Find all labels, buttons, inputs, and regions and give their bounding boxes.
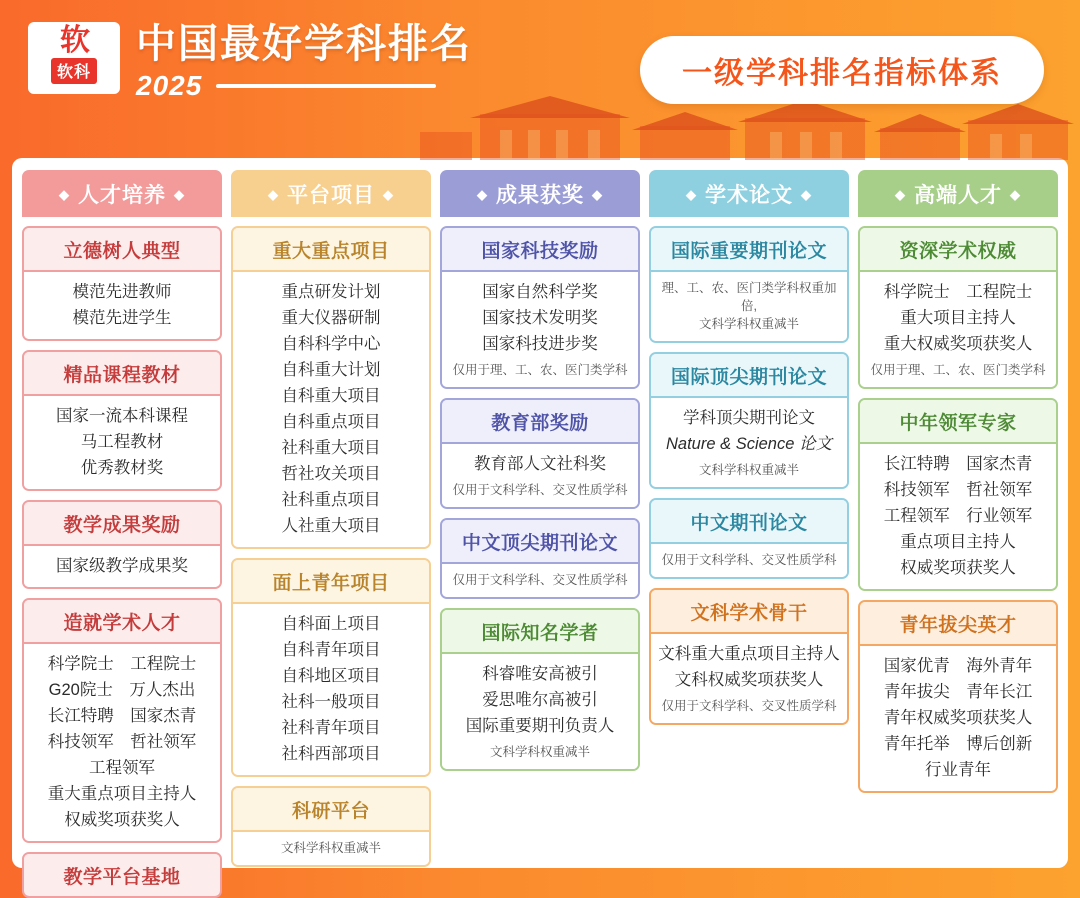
card-line: 科睿唯安高被引 <box>482 665 598 683</box>
card-wrapper <box>22 226 222 341</box>
diamond-icon: ◆ <box>592 187 603 202</box>
column-header-talent <box>22 170 222 217</box>
card-line: 科学院士 工程院士 <box>883 283 1033 301</box>
page-title: 中国最好学科排名 <box>136 22 472 66</box>
column-platform <box>231 170 431 856</box>
card-note-line: 仅用于理、工、农、医门类学科 <box>870 363 1046 377</box>
column-title: 学术论文 <box>705 184 793 207</box>
card-note <box>657 461 841 479</box>
card-line: 模范先进学生 <box>72 309 172 327</box>
column-title: 成果获奖 <box>496 184 584 207</box>
card-body <box>860 442 1056 589</box>
card-line: 学科顶尖期刊论文 <box>683 409 815 427</box>
card-line: 科学院士 工程院士 <box>47 655 197 673</box>
card-wrapper <box>231 226 431 549</box>
card-note-line: 仅用于文科学科、交叉性质学科 <box>661 699 837 713</box>
indicator-card[interactable] <box>649 352 849 489</box>
column-awards <box>440 170 640 856</box>
card-note <box>448 571 632 589</box>
card-title: 科研平台 <box>233 788 429 830</box>
card-line: 国家级教学成果奖 <box>56 557 188 575</box>
card-body <box>233 830 429 865</box>
card-body <box>651 632 847 723</box>
card-line: 科技领军 哲社领军 <box>883 481 1033 499</box>
logo-text: 软科 <box>51 58 97 84</box>
card-line: 文科重大重点项目主持人 <box>658 645 840 663</box>
card-line: 工程领军 行业领军 <box>883 507 1033 525</box>
card-title: 精品课程教材 <box>24 352 220 394</box>
indicator-card[interactable] <box>22 226 222 341</box>
card-body <box>860 270 1056 387</box>
indicator-card[interactable] <box>649 588 849 725</box>
column-header-elite <box>858 170 1058 217</box>
card-line: 重大项目主持人 <box>900 309 1016 327</box>
indicator-card[interactable] <box>22 500 222 589</box>
card-body <box>24 394 220 489</box>
card-body <box>24 642 220 841</box>
card-title: 教育部奖励 <box>442 400 638 442</box>
card-note <box>657 279 841 333</box>
card-line: 哲社攻关项目 <box>281 465 381 483</box>
card-wrapper <box>440 226 640 389</box>
card-note <box>239 839 423 857</box>
card-line: 自科重大项目 <box>281 387 381 405</box>
title-block <box>136 22 472 102</box>
card-line: 国家自然科学奖 <box>482 283 598 301</box>
card-note-line: 文科学科权重减半 <box>698 463 799 477</box>
column-title: 平台项目 <box>287 184 375 207</box>
indicator-card[interactable] <box>440 518 640 599</box>
card-title: 国际知名学者 <box>442 610 638 652</box>
card-title: 中年领军专家 <box>860 400 1056 442</box>
card-line: Nature & Science 论文 <box>666 435 832 453</box>
card-line: 模范先进教师 <box>72 283 172 301</box>
card-note-line: 文科学科权重减半 <box>280 841 381 855</box>
card-line: 国家科技进步奖 <box>482 335 598 353</box>
card-title: 造就学术人才 <box>24 600 220 642</box>
card-line: 社科重点项目 <box>281 491 381 509</box>
card-line: 重大权威奖项获奖人 <box>883 335 1033 353</box>
card-wrapper <box>858 226 1058 389</box>
indicator-card[interactable] <box>440 608 640 771</box>
card-wrapper <box>440 608 640 771</box>
card-line: 社科青年项目 <box>281 719 381 737</box>
card-note-line: 理、工、农、医门类学科权重加倍, <box>661 281 837 313</box>
card-wrapper <box>649 352 849 489</box>
card-note <box>657 551 841 569</box>
diamond-icon: ◆ <box>1010 187 1021 202</box>
card-line: 自科地区项目 <box>281 667 381 685</box>
page-header <box>0 0 1080 160</box>
card-line: 优秀教材奖 <box>80 459 164 477</box>
card-title: 中文期刊论文 <box>651 500 847 542</box>
card-line: 青年权威奖项获奖人 <box>883 709 1033 727</box>
card-body <box>651 396 847 487</box>
card-body <box>860 644 1056 791</box>
card-title: 国际顶尖期刊论文 <box>651 354 847 396</box>
card-wrapper <box>649 226 849 343</box>
card-note-line: 仅用于文科学科、交叉性质学科 <box>452 573 628 587</box>
card-line: G20院士 万人杰出 <box>48 681 196 699</box>
banner-text: 一级学科排名指标体系 <box>682 57 1002 90</box>
card-line: 长江特聘 国家杰青 <box>47 707 197 725</box>
card-note <box>866 361 1050 379</box>
card-line: 青年托举 博后创新 <box>883 735 1033 753</box>
card-line: 人社重大项目 <box>281 517 381 535</box>
card-line: 工程领军 <box>89 759 155 777</box>
edition-year: 2025 <box>136 70 203 101</box>
card-note-line: 仅用于理、工、农、医门类学科 <box>452 363 628 377</box>
indicator-card[interactable] <box>858 398 1058 591</box>
indicator-card[interactable] <box>649 226 849 343</box>
card-note <box>657 697 841 715</box>
indicator-card[interactable] <box>858 600 1058 793</box>
card-wrapper <box>22 598 222 843</box>
card-body <box>24 270 220 339</box>
title-rule <box>216 84 436 88</box>
diamond-icon: ◆ <box>801 187 812 202</box>
card-wrapper <box>231 558 431 777</box>
card-title: 教学成果奖励 <box>24 502 220 544</box>
card-title: 国际重要期刊论文 <box>651 228 847 270</box>
diamond-icon: ◆ <box>895 187 906 202</box>
card-title: 青年拔尖英才 <box>860 602 1056 644</box>
card-line: 自科科学中心 <box>281 335 381 353</box>
card-line: 国家技术发明奖 <box>482 309 598 327</box>
column-talent <box>22 170 222 888</box>
card-line: 重点研发计划 <box>281 283 381 301</box>
card-line: 自科面上项目 <box>281 615 381 633</box>
card-line: 国家优青 海外青年 <box>883 657 1033 675</box>
card-line: 行业青年 <box>925 761 991 779</box>
indicator-card[interactable] <box>440 226 640 389</box>
card-line: 长江特聘 国家杰青 <box>883 455 1033 473</box>
indicator-card[interactable] <box>231 786 431 867</box>
card-title: 文科学术骨干 <box>651 590 847 632</box>
card-body <box>24 544 220 587</box>
card-body <box>651 270 847 341</box>
diamond-icon: ◆ <box>383 187 394 202</box>
diamond-icon: ◆ <box>686 187 697 202</box>
column-title: 人才培养 <box>78 184 166 207</box>
card-title: 资深学术权威 <box>860 228 1056 270</box>
card-body <box>233 602 429 775</box>
card-line: 国家一流本科课程 <box>56 407 188 425</box>
indicator-board <box>12 158 1068 888</box>
indicator-card[interactable] <box>22 350 222 491</box>
indicator-card[interactable] <box>858 226 1058 389</box>
card-wrapper <box>440 518 640 599</box>
diamond-icon: ◆ <box>268 187 279 202</box>
card-note-line: 文科学科权重减半 <box>489 745 590 759</box>
card-body <box>442 652 638 769</box>
card-line: 权威奖项获奖人 <box>64 811 180 829</box>
card-wrapper <box>649 588 849 725</box>
year-row <box>136 70 472 102</box>
card-line: 重点项目主持人 <box>900 533 1016 551</box>
card-title: 国家科技奖励 <box>442 228 638 270</box>
card-note-line: 仅用于文科学科、交叉性质学科 <box>452 483 628 497</box>
card-line: 社科重大项目 <box>281 439 381 457</box>
card-line: 自科重点项目 <box>281 413 381 431</box>
card-title: 中文顶尖期刊论文 <box>442 520 638 562</box>
card-line: 教育部人文社科奖 <box>474 455 606 473</box>
card-line: 社科西部项目 <box>281 745 381 763</box>
card-line: 权威奖项获奖人 <box>900 559 1016 577</box>
column-title: 高端人才 <box>914 184 1002 207</box>
card-wrapper <box>858 600 1058 793</box>
banner-pill <box>640 36 1044 104</box>
card-line: 自科青年项目 <box>281 641 381 659</box>
card-wrapper <box>649 498 849 579</box>
card-wrapper <box>22 350 222 491</box>
column-header-platform <box>231 170 431 217</box>
card-line: 国际重要期刊负责人 <box>465 717 615 735</box>
card-note-line: 仅用于文科学科、交叉性质学科 <box>661 553 837 567</box>
card-line: 重大仪器研制 <box>281 309 381 327</box>
card-note <box>448 361 632 379</box>
indicator-card[interactable] <box>22 598 222 843</box>
card-body <box>442 270 638 387</box>
card-line: 社科一般项目 <box>281 693 381 711</box>
card-note-line: 文科学科权重减半 <box>698 317 799 331</box>
indicator-card[interactable] <box>440 398 640 509</box>
card-title: 重大重点项目 <box>233 228 429 270</box>
card-wrapper <box>22 852 222 898</box>
card-title: 面上青年项目 <box>233 560 429 602</box>
card-line: 科技领军 哲社领军 <box>47 733 197 751</box>
logo-mark: 软 <box>60 24 88 57</box>
column-papers <box>649 170 849 856</box>
card-note <box>448 743 632 761</box>
card-body <box>442 442 638 507</box>
card-body <box>442 562 638 597</box>
diamond-icon: ◆ <box>59 187 70 202</box>
diamond-icon: ◆ <box>477 187 488 202</box>
card-line: 爱思唯尔高被引 <box>482 691 598 709</box>
card-title: 教学平台基地 <box>24 854 220 896</box>
ruanke-logo <box>28 22 120 94</box>
card-body <box>233 270 429 547</box>
card-body <box>651 542 847 577</box>
indicator-card[interactable] <box>231 226 431 549</box>
card-wrapper <box>440 398 640 509</box>
card-line: 青年拔尖 青年长江 <box>883 683 1033 701</box>
card-wrapper <box>231 786 431 867</box>
diamond-icon: ◆ <box>174 187 185 202</box>
column-header-papers <box>649 170 849 217</box>
indicator-card[interactable] <box>22 852 222 898</box>
card-line: 文科权威奖项获奖人 <box>674 671 824 689</box>
card-line: 自科重大计划 <box>281 361 381 379</box>
card-line: 马工程教材 <box>80 433 164 451</box>
indicator-card[interactable] <box>231 558 431 777</box>
column-elite <box>858 170 1058 856</box>
card-title: 立德树人典型 <box>24 228 220 270</box>
column-header-awards <box>440 170 640 217</box>
card-wrapper <box>22 500 222 589</box>
indicator-card[interactable] <box>649 498 849 579</box>
card-note <box>448 481 632 499</box>
card-line: 重大重点项目主持人 <box>47 785 197 803</box>
card-wrapper <box>858 398 1058 591</box>
